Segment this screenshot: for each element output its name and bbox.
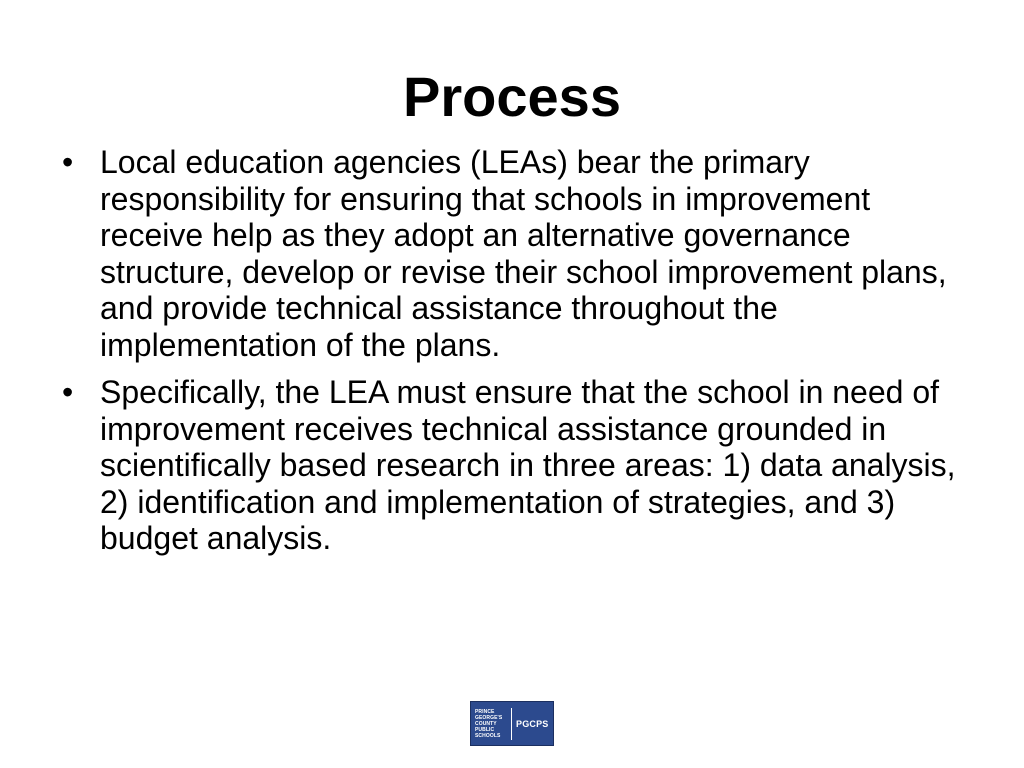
bullet-marker: • — [62, 374, 74, 410]
logo-name-line: COUNTY — [475, 720, 497, 727]
logo-name-block — [475, 704, 509, 744]
pgcps-logo — [470, 701, 554, 746]
bullet-list — [56, 144, 966, 568]
logo-abbreviation: PGCPS — [516, 718, 549, 729]
bullet-item — [56, 374, 966, 557]
logo-divider — [511, 708, 512, 740]
slide-title: Process — [403, 65, 621, 128]
bullet-text: Local education agencies (LEAs) bear the primary responsibility for ensuring that schools in improvement receive help as they adopt an alternative governance structure, develop or revise their school improvement plans, and provide technical assistance throughout the implementation of the plans. — [100, 144, 947, 363]
logo-name-line: GEORGE'S — [475, 714, 503, 721]
logo-name-line: PUBLIC — [475, 726, 495, 733]
bullet-item — [56, 144, 966, 363]
logo-name-line: SCHOOLS — [475, 732, 501, 739]
bullet-marker: • — [62, 144, 74, 180]
logo-name-line: PRINCE — [475, 708, 495, 715]
bullet-text: Specifically, the LEA must ensure that the school in need of improvement receives technical assistance grounded in scientifically based research in three areas: 1) data analysis, 2) identification and implementation of strategies, and 3) budget analysis. — [100, 374, 956, 556]
